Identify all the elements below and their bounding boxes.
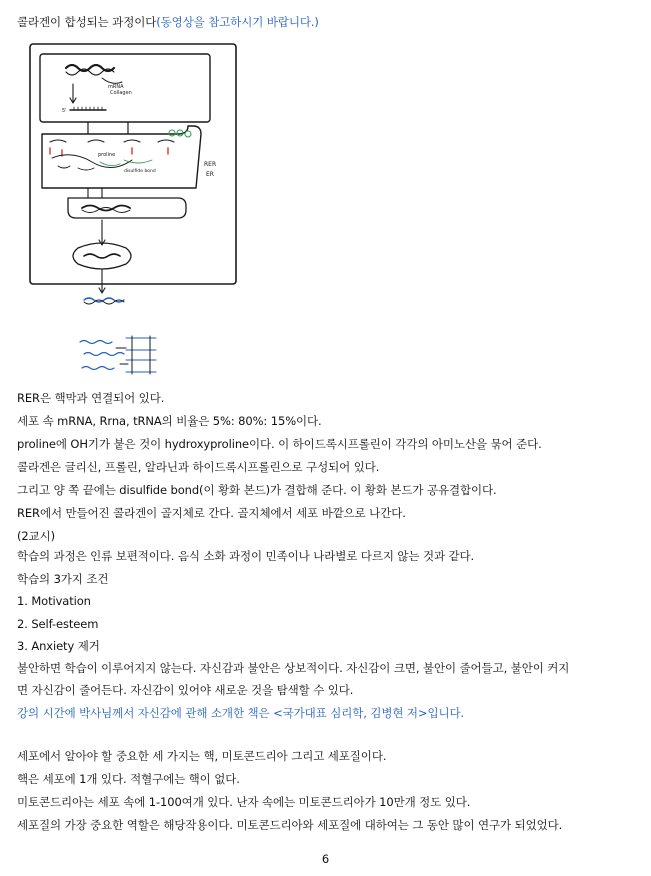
book-recommendation: 강의 시간에 박사님께서 자신감에 관해 소개한 책은 <국가대표 심리학, 김병현 저>입니다. <box>17 706 465 720</box>
text-line: 콜라겐은 글리신, 프롤린, 알라닌과 하이드록시프롤린으로 구성되어 있다. <box>17 460 380 474</box>
text-line: 학습의 3가지 조건 <box>17 572 109 586</box>
list-item: 1. Motivation <box>17 594 91 608</box>
list-item: 3. Anxiety 제거 <box>17 639 100 653</box>
text-line: 학습의 과정은 인류 보편적이다. 음식 소화 과정이 민족이나 나라별로 다르지 않는 것과 같다. <box>17 549 475 563</box>
text-line: RER에서 만들어진 콜라겐이 골지체로 간다. 골지체에서 세포 바깥으로 나간다. <box>17 506 406 520</box>
text-line: 핵은 세포에 1개 있다. 적혈구에는 핵이 없다. <box>17 772 240 786</box>
golgi-vesicle <box>68 198 186 218</box>
text-line: RER은 핵막과 연결되어 있다. <box>17 391 165 405</box>
dna-helix <box>66 65 114 71</box>
text-line: 세포에서 알아야 할 중요한 세 가지는 핵, 미토콘드리아 그리고 세포질이다. <box>17 749 387 763</box>
collagen-synthesis-diagram <box>28 38 243 383</box>
mrna-label: mRNA <box>108 84 124 90</box>
proline-label: proline <box>98 152 116 158</box>
text-line: 세포 속 mRNA, Rrna, tRNA의 비율은 5%: 80%: 15%이다. <box>17 414 322 428</box>
text-line: 면 자신감이 줄어든다. 자신감이 있어야 새로운 것을 탐색할 수 있다. <box>17 683 354 697</box>
heading-line <box>17 14 637 30</box>
section-label: (2교시) <box>17 529 56 543</box>
secretory-vesicle <box>73 243 131 269</box>
rer-outline <box>42 126 201 188</box>
er-label: ER <box>206 171 214 178</box>
text-line: 미토콘드리아는 세포 속에 1-100여개 있다. 난자 속에는 미토콘드리아가 10만개 정도 있다. <box>17 795 471 809</box>
text-line: 그리고 양 쪽 끝에는 disulfide bond(이 황화 본드)가 결합해 준다. 이 황화 본드가 공유결합이다. <box>17 483 497 497</box>
collagen-fibrils <box>80 336 156 374</box>
list-item: 2. Self-esteem <box>17 617 99 631</box>
heading-video-note[interactable]: (동영상을 참고하시기 바랍니다.) <box>156 15 319 29</box>
rer-label: RER <box>204 161 217 168</box>
disulfide-label: disulfide bond <box>124 169 156 174</box>
text-line: proline에 OH기가 붙은 것이 hydroxyproline이다. 이 하이드록시프롤린이 각각의 아미노산을 묶어 준다. <box>17 437 542 451</box>
text-line: 세포질의 가장 중요한 역할은 해당작용이다. 미토콘드리아와 세포질에 대하여는 그 동안 많이 연구가 되었었다. <box>17 818 563 832</box>
heading-text: 콜라겐이 합성되는 과정이다 <box>17 15 157 29</box>
text-line: 불안하면 학습이 이루어지지 않는다. 자신감과 불안은 상보적이다. 자신감이 크면, 불안이 줄어들고, 불안이 커지 <box>17 661 570 675</box>
five-prime-label: 5' <box>62 108 67 114</box>
page-number: 6 <box>321 852 330 866</box>
collagen-label: Collagen <box>110 90 132 96</box>
